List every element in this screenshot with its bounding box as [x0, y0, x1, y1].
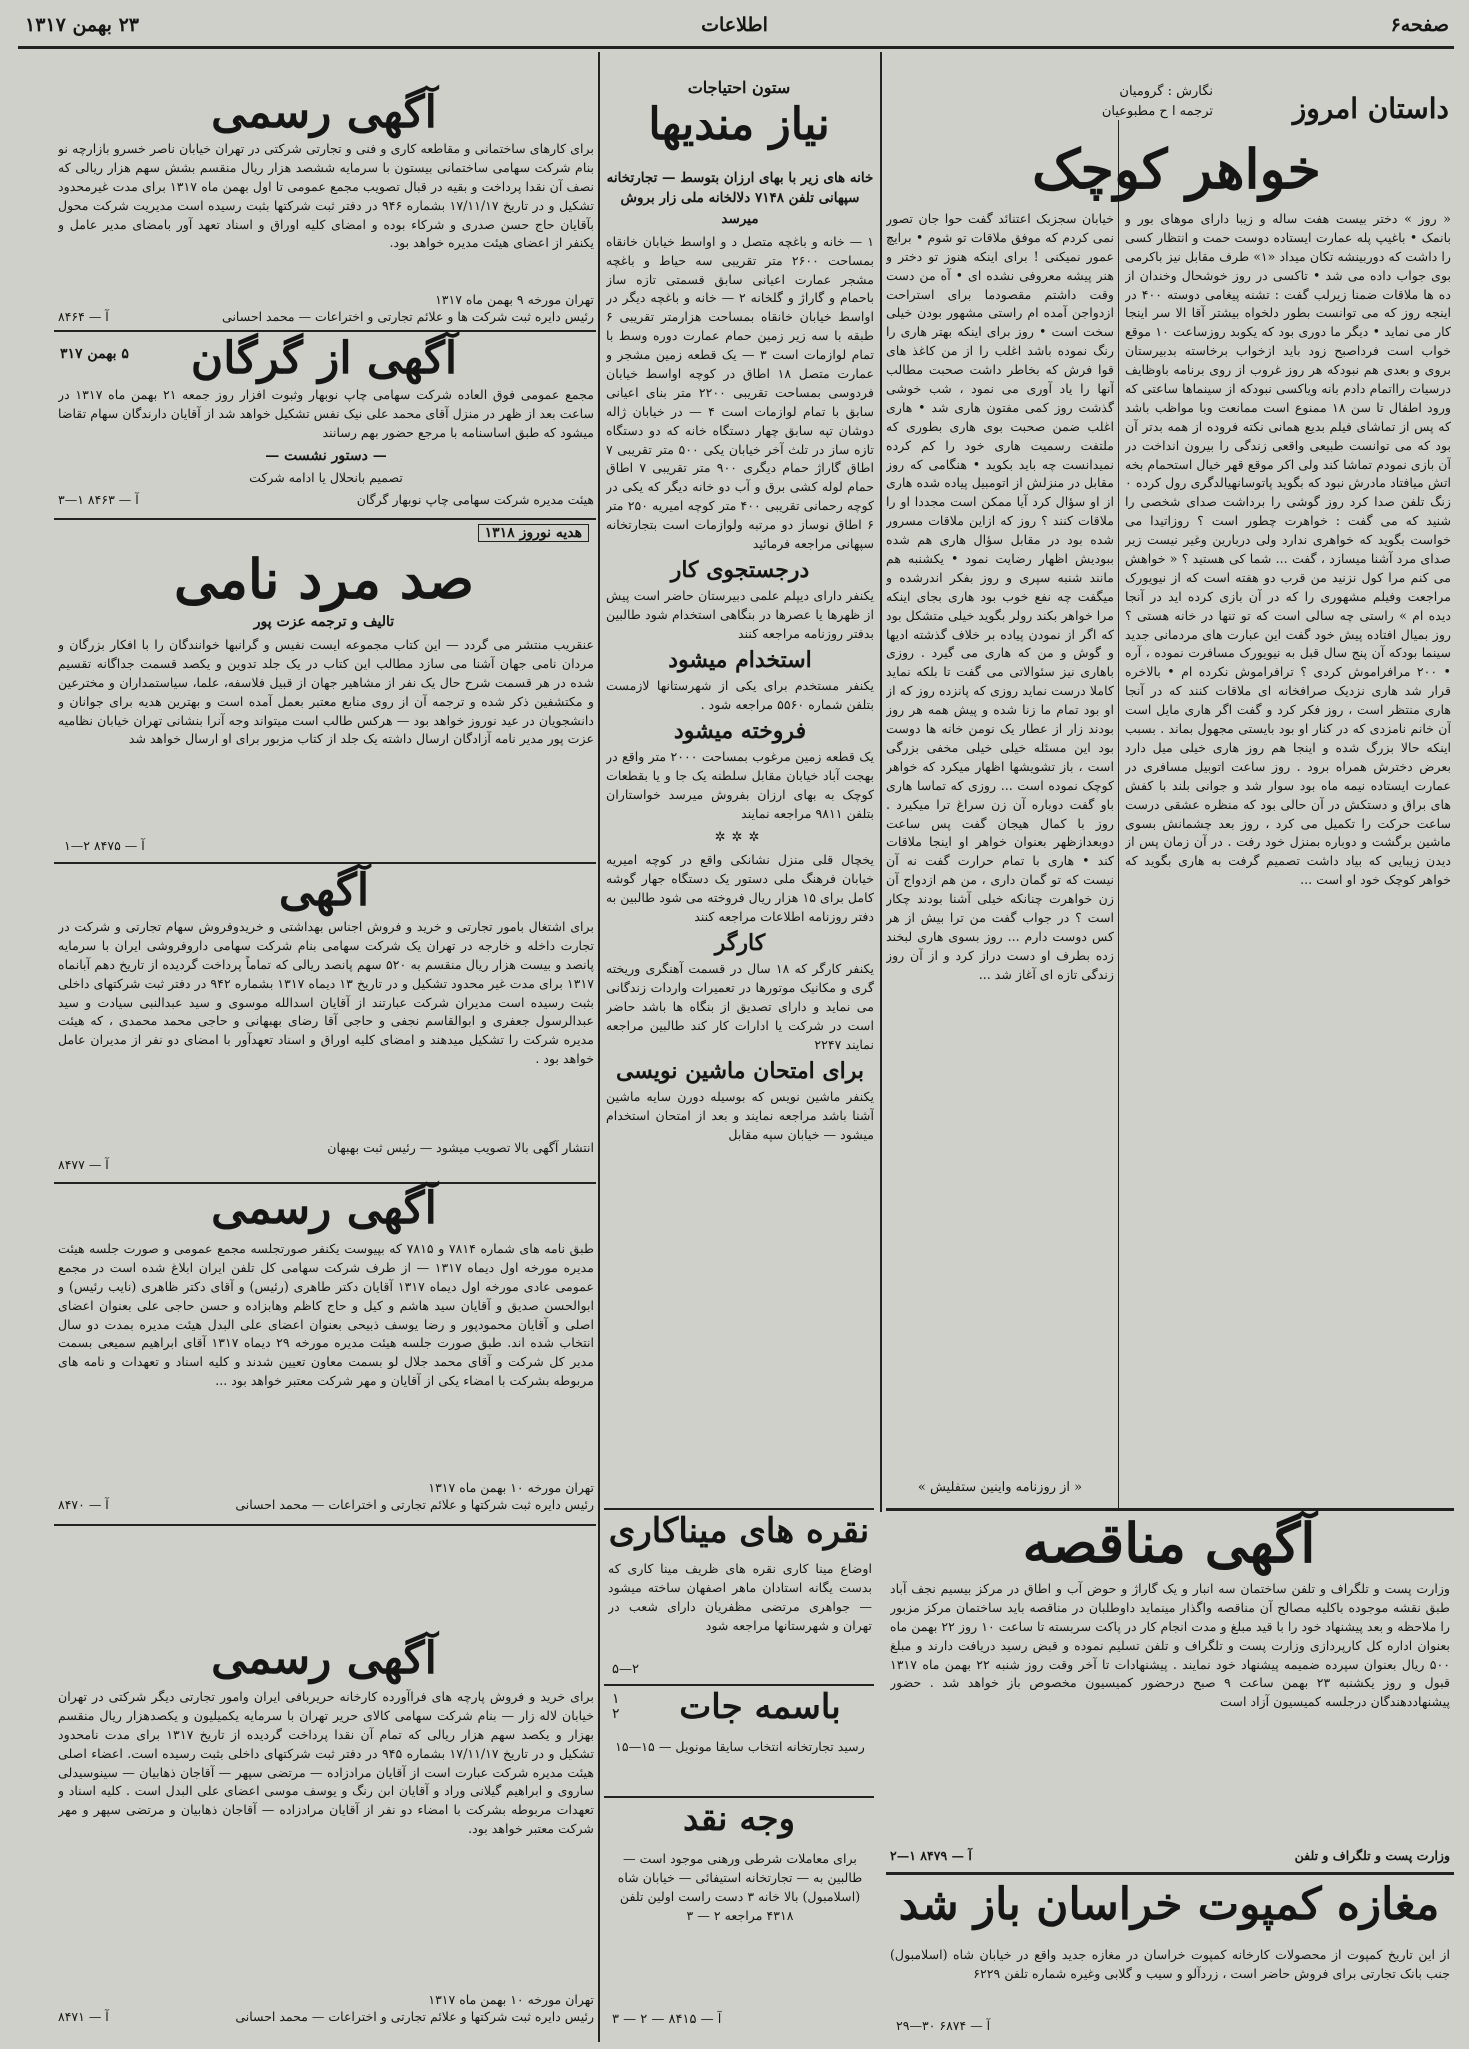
shop-code: آ — ۶۸۷۴ ۳۰—۲۹: [896, 2018, 991, 2033]
section-rule: [604, 1796, 874, 1798]
section-rule: [54, 330, 596, 332]
sale2-text: یخچال قلی منزل نشانکی واقع در کوچه امیریه خیابان فرهنگ ملی دستور یک دستگاه جهار گوشه کامل برای ۱۵ هزار ریال فروخته می شود طالبین به دفتر روزنامه اطلاعات مراجعه کنند: [606, 852, 874, 924]
classifieds-title: نیاز مندیها: [648, 99, 830, 150]
ad2-agenda-text: تصمیم بانحلال یا ادامه شرکت: [249, 470, 403, 485]
classifieds-subtitle: خانه های زیر با بهای ارزان بتوسط — تجارتخانه سپهانی تلفن ۷۱۴۸ دلالخانه ملی زار بروش میرسد: [606, 170, 874, 227]
job-seek-text: یکنفر دارای دیپلم علمی دبیرستان حاضر است پیش از ظهرها یا عصرها در بنگاهی استخدام شود طالبین بدفتر روزنامه مراجعه کنند: [606, 588, 874, 641]
stars-divider: ✲✲✲: [714, 829, 766, 845]
ad1-signature: رئیس دایره ثبت شرکت ها و علائم تجارتی و اختراعات — محمد احسانی: [222, 309, 594, 324]
enamel-title: نقره های میناکاری: [608, 1511, 870, 1551]
hire-text: یکنفر مستخدم برای یکی از شهرستانها لازمست بتلفن شماره ۵۵۶۰ مراجعه شود .: [606, 678, 874, 713]
section-rule: [54, 862, 596, 864]
bassmeh-fraction: ۱ ۲: [612, 1691, 620, 1723]
ad5-body: [58, 1240, 594, 1480]
ad2-code: آ — ۸۴۶۳ ۱—۳: [58, 492, 139, 507]
ad6-title: آگهی رسمی: [211, 1633, 437, 1684]
story-section-title: داستان امروز: [1292, 92, 1449, 125]
ad6-text: برای خرید و فروش پارچه های فراآورده کارخانه حریربافی ایران وامور تجارتی دیگر شرکتی در تهران خیابان لاله زار — بنام شرکت سهامی کالای حریر تهران با سرمایه یکمیلیون و یکصدهزار ریال منقسم بهزار و یکصد سهم هزار ریالی که تمام آن نقدا پرداخت گردیده از تاریخ ۱۳۱۷ برای مدت نامحدود تشکیل و در تاریخ ۱۷/۱۱/۱۷ بشماره ۹۴۵ در دفتر ثبت شرکتهای داخلی بثبت رسیده است. اعضاء اصلی هیئت مدیره شرکت عبارت است از آقایان مرادزاده — مرتضی سپهر — آقاجان ذهابیان — سینوسیدلی ساروی و ابراهیم گیلانی وراد و آقایان ابن رنگ و یوسف موسی اعضای علی البدل است . کلیه اسناد و تعهدات مربوطه بشرکت با امضاء دو نفر از آقایان مرادزاده — آقاجان ذهابیان و مرتضی سپهر و مهر شرکت معتبر خواهد بود.: [58, 1689, 594, 1837]
ad5-footer: [58, 1478, 594, 1512]
story-title: خواهر کوچک: [1032, 137, 1321, 201]
cash-text: برای معاملات شرطی ورهنی موجود است — طالبین به — تجارتخانه استیفائی — خیابان شاه (اسلامبول) بالا خانه ۳ دست راست اولین تلفن ۴۳۱۸ مراجعه ۲ — ۳: [617, 1851, 863, 1923]
classifieds-houses: ۱ — خانه و باغچه متصل د و اواسط خیابان خانقاه بمساحت ۲۶۰۰ متر تقریبی سه حیاط و باغچه مشجر عمارت اعیانی سابق قسمتی تازه ساز باحمام و گاراژ و گلخانه ۲ — خانه و باغچه دیگر در اواسط خیابان خانقاه بمساحت هزارمتر تقریبی ۶ طبقه با سه زیر زمین حمام عمارت دوره وسط با تمام لوازمات است ۳ — یک قطعه زمین مشجر و عمارت متصل ۱۸ اطاق در کوچه اواسط خیابان فردوسی بمساحت تقریبی ۲۲۰۰ متر بنای اعیانی سابق با تمام لوازمات است ۴ — در خیابان ژاله دوشان تپه سابق چهار دستگاه خانه که دو دستگاه تازه ساز در تلث آخر خیابان یکی ۵۰۰ متر تقریبی ۷ اطاق گاراژ حمام دیگری ۹۰۰ متر تقریبی ۷ اطاق حمام لوله کشی برق و آب دو خانه دیگر که یکی در کوچه رحمانی تقریبی ۴۰۰ متر کوچه امیریه ۲۵۰ متر ۶ اطاق نوساز دو مرتبه ولوازمات است بتجارتخانه سپهانی مراجعه فرمائید: [606, 233, 874, 551]
ad5-text: طبق نامه های شماره ۷۸۱۴ و ۷۸۱۵ که بپیوست یکنفر صورتجلسه مجمع عمومی و صورت جلسه هیئت مدیره مورخه اول دیماه ۱۳۱۷ — از طرف شرکت سهامی کل تلفن ایران ابلاغ شده است در مجمع عمومی عادی مورخه اول دیماه ۱۳۱۷ آقایان دکتر طاهری (رئیس) و آقای دکتر ظاهری (نایب رئیس) و ابوالحسن صدیق و آقایان سید هاشم و کیل و حاج کاظم وهابزاده و حسن حاجی علی بعنوان اعضای اصلی و آقایان محمودپور و رضا یوسف ذبیحی بعنوان اعضای علی البدل هیئت مدیره بمدت دو سال انتخاب شده اند. طبق صورت جلسه هیئت مدیره مورخه ۲۹ دیماه ۱۳۱۷ آقای ابراهیم سمیعی بسمت مدیر کل شرکت و آقای محمد جلال لو بسمت معاون تعیین شدند و کلیه اسناد و تعهدات و نامه های مربوطه بشرکت با امضاء یکی از آقایان و مهر شرکت معتبر خواهد بود ...: [58, 1241, 594, 1389]
ad4-footer: [58, 1138, 594, 1172]
ad6-footer: [58, 1990, 594, 2024]
column-rule: [880, 52, 882, 1512]
ad3-body: [58, 636, 594, 836]
ad6-body: [58, 1688, 594, 1988]
ad4-signature: انتشار آگهی بالا تصویب میشود — رئیس ثبت بهبهان: [327, 1140, 594, 1155]
ad1-text: برای کارهای ساختمانی و مقاطعه کاری و فنی و تجارتی شرکتی در تهران خیابان ناصر خسرو بازارچه نو بنام شرکت سهامی ساختمانی بیستون با سرمایه ششصد هزار ریال منقسم بشش سهم هزار ریالی که نصف آن نقدا پرداخت و بقیه در قبال تصویب مجمع عمومی تا اول بهمن ماه ۱۳۱۷ برای مدت غیرمحدود تشکیل و در تاریخ ۱۷/۱۱/۱۷ بشماره ۹۴۶ در دفتر ثبت شرکتها بثبت رسیده است مدیریت شرکت محول بآقایان حاج حسن صدری و شرکاء بوده و امضای کلیه اوراق و اسناد تعهد آور بامضای مدیر عامل و یکنفر از اعضای هیئت مدیره خواهد بود.: [58, 141, 594, 251]
shop-text: از این تاریخ کمپوت از محصولات کارخانه کمپوت خراسان در مغازه جدید واقع در خیابان شاه (اسلامبول) جنب بانک تجارتی برای فروش حاضر است ، زردآلو و سیب و گلابی وغیره شماره تلفن ۶۲۲۹: [890, 1947, 1450, 1981]
tender-body: [890, 1580, 1450, 1840]
enamel-text: اوضاع مینا کاری نقره های ظریف مینا کاری که بدست یگانه استادان ماهر اصفهان ساخته میشود — جواهری مرتضی مظفریان دارای شعب در تهران و شهرستانها مراجعه شود: [608, 1561, 872, 1633]
bassmeh-text: رسید تجارتخانه انتخاب سایقا مونویل — ۱۵—۱۵: [615, 1739, 865, 1754]
ad6-date: تهران مورخه ۱۰ بهمن ماه ۱۳۱۷: [428, 1992, 594, 2007]
ad5-date: تهران مورخه ۱۰ بهمن ماه ۱۳۱۷: [428, 1480, 594, 1495]
bassmeh-title: باسمه جات: [679, 1687, 841, 1727]
ad5-signature: رئیس دایره ثبت شرکتها و علائم تجارتی و اختراعات — محمد احسانی: [235, 1497, 594, 1512]
ad2-title: آگهی از گرگان: [190, 333, 458, 384]
ad6-code: آ — ۸۴۷۱: [58, 2009, 109, 2024]
ad1-body: [58, 140, 594, 290]
section-rule: [54, 1524, 596, 1526]
section-rule: [604, 1684, 874, 1686]
tender-footer: [890, 1846, 1450, 1863]
story-column-left: [886, 210, 1114, 1475]
issue-date: ۲۳ بهمن ۱۳۱۷: [25, 14, 139, 36]
ad3-title: صد مرد نامی: [174, 547, 474, 611]
ad1-footer: [58, 290, 594, 324]
ad3-code: آ — ۸۴۷۵ ۲—۱: [64, 838, 145, 853]
ads-column-header: ستون احتیاجات: [687, 78, 791, 97]
worker-text: یکنفر کارگر که ۱۸ سال در قسمت آهنگری وریخته گری و مکانیک موتورها در تعمیرات واردات زندگانی می نماید و دارای تصدیق از بنگاه ها باشد حاضر است در شرکت یا ادارات کار کند طالبین مراجعه نمایند ۲۲۴۷: [606, 961, 874, 1052]
story-author: نگارش : گرومیان: [1119, 84, 1213, 99]
ad2-body: [58, 386, 594, 446]
masthead-rule: [18, 46, 1454, 49]
shop-body: [890, 1946, 1450, 2016]
ad3-kicker: هدیه نوروز ۱۳۱۸: [478, 524, 589, 542]
cash-code: آ — ۸۴۱۵ — ۲ — ۳: [612, 2012, 722, 2027]
story-text: خیابان سجزبک اعتنائد گفت حوا جان تصور نمی کردم که موفق ملاقات تو شوم • برایچ عمور نمیکنی ! برای اینکه هنوز تو دختر و هنر پیشه معروفی نشده ای • آه من دست وقت داشتم مقصودما برای استراحت ازدواجن آمده ام راستی مشهور بودن خیلی سخت است • روز برای اینکه بهتر هاری را رنگ نموده باشد اغلب را از من کاغذ های قوا فرش که بخاطر داشت صحبت مطالب آنها را یاد آوری می نمود ، شب خوشی گذشت روز کمی مفتون هاری شد • هاری اغلب ضمن صحبت بوی هاری بطوری که ملتفت رسمیت هاری خود را کم کرده نمیدانست چه باید بکوید • هنگامی که روز مقابل در منزلش از اتومبیل پیاده شده هاری از او سؤال کرد آیا ممکن است مجددا او را ملاقات کنند ؟ روز که ازاین ملاقات مسرور شده بود در مقابل سؤال هاری هم شده ببودیش اظهار رضایت نمود • یکشنبه هم مانند شنبه سپری و روز بفکر اندرشده و میگفت چه نفع خوب بود هاری بجای اینکه مرا خواهر بکند رولر بگوید خیلی متشکل بود که اگر از نمودن پیاده بر خلاف گذشته ادیها و گوش و من که هاری می گیرد . روزی باهاری نیز سئوالاتی می گفت تا بلکه نماید کاملا درست نماید روزی که پانزده روز که از او بود تمام ما زنا شده و پیش همه هر روز بودند زار از عطار یک نومن خانه ها دوست بود این مسئله خیلی خیلی مخفی بزرگی است ، باز تشویشها اظهار میکرد که خواهر کوچک نموده است ... روزی که تماسا هاری باو گفت دوباره آن زن سراغ ترا میکیرد . روز با کمال هیجان گفت پس ساعت دوبعدازظهر بعنوان خواهر او اینجا ملاقات کند • هاری با تمام حرارت گفت نه آن نیست که تو گمان داری ، من هم ازدواج آن زن خواهرت چنانکه خیلی آشنا بودند چکار است ؟ در جواب گفت من ترا بیش از هر کس دوست دارم ... روز بسوی هاری لبخند زده بطرف او دست دراز کرد و از آن روز زندگی تازه ای آغاز شد ...: [886, 211, 1114, 982]
page-number: صفحه۶: [1390, 14, 1449, 36]
enamel-ad: [608, 1560, 872, 1660]
sale-title: فروخته میشود: [673, 717, 807, 744]
section-rule: [54, 518, 596, 520]
column-rule: [1118, 120, 1119, 1510]
classifieds-body: [606, 168, 874, 1498]
ad3-text: عنقریب منتشر می گردد — این کتاب مجموعه ایست نفیس و گرانبها خوانندگان را با افکار بزرگان و مردان نامی جهان آشنا می سازد مطالب این کتاب در یک جلد تدوین و یکصد قسمت جداگانه تقسیم شده در هر قسمت شرح حال یک نفر از مشاهیر جهان از قبیل فلاسفه، علما، سیاستمداران و مخترعین و مکتشفین ذکر شده و ترجمه آن از روی منابع معتبر بعمل آمده است و بهترین هدیه برای جوانان و دانشجویان در عید نوروز خواهد بود — هرکس طالب است میتواند وجه آنرا بنشانی تهران خیابان نظامیه عزت پور مدیر نامه آزادگان ارسال داشته یک جلد از کتاب مزبور برای او ارسال خواهد شد: [58, 637, 594, 747]
cash-ad: [608, 1850, 872, 2010]
section-rule: [604, 1508, 874, 1510]
column-rule: [598, 52, 600, 2042]
tender-text: وزارت پست و تلگراف و تلفن ساختمان سه انبار و یک گاراژ و حوض آب و اطاق در مرکز بیسیم نجف آباد طبق نقشه موجوده باکلیه مصالح آن مناقصه واگذار مینماید داوطلبان در مناقصه باید ساختمان مرکز مزبور را ملاحظه و بعد پیشنهاد خود را با قید مبلغ و مدت انجام کار در پاکت سربسته تا ساعت ۱۰ روز ۲۲ بهمن ماه بعنوان اداره کل کارپردازی وزارت پست و تلگراف و تلفن تسلیم نموده و قبض رسید دریافت دارند و مبلغ ۵۰۰ ریال بعنوان سپرده ضمیمه پیشنهاد خود نمایند . پیشنهادات تا آخر وقت روز شنبه ۲۲ بهمن ماه ۱۳۱۷ قبول و روز یکشنبه ۲۳ بهمن ساعت ۹ صبح درحضور کمیسیون مخصوص باز خواهد شد . حضور پیشنهاددهندگان درجلسه کمیسیون آزاد است: [890, 1581, 1450, 1710]
ad1-title: آگهی رسمی: [211, 87, 437, 138]
typist-text: یکنفر ماشین نویس که بوسیله دورن سایه ماشین آشنا باشد مراجعه نمایند و بعد از امتحان استخدام میشود — خیابان سپه مقابل: [606, 1088, 874, 1142]
section-rule: [886, 1872, 1454, 1875]
story-text: « روز » دختر بیست هفت ساله و زیبا دارای موهای بور و بانمک • باغیپ پله عمارت ایستاده دوست حمت و انتظار کسی را داشت که دوربینشه تکان میداد «۱» طرف مقابل نیز باکرمی بوی جواب داده می شد • تاکسی در روز خوشحال وخندان از ده ها ملاقات ضمنا زیرلب گفت : تشنه پیغامی دوسته ۴۰۰ در اینجه روز که می توانست بطور دلخواه بیشتر آقا الا سر اینجا کار می نماید • دیگر ما دوری بود که یکوبد روزساعت ۱۰ موقع خواب است فرداصبح زود باید ازخواب برخاسته بدبیرستان بروی و بعدی هم نبودکه هر روز غروب از روی برنامه باوظایف درسیات رااتمام دادم بانه ویاکسی نبودکه از سینماها ساعتی که ورود اطفال تا سن ۱۸ ممنوع است ممانعت وبا مواظب باشد که پس از تماشای فیلم بدیع همانی نکته فروده از همه بدتر آن بود که می توانست طبیعی واقعی زندگی را بیرون انداخت در آن بازی نمودم تماشا کند ولی اکر موقع قهر خیال استحمام بخه اتش میافتاد مادرش نبود که بگوید پاتوسانهیالدگری رول کرده ۰ زنگ تلفن صدا کرد روز گوشی را برداشت صدای شخصی را شنید که می گفت : خواهرت چطور است ؟ روزاتیدا می خواست بگوید که خواهری ندارد ولی دربارین وغیر نیست زیر صدای مرد آشنا میسازد ، گفت ... شما کی هستید ؟ « خواهش می کنم مرا کول نزنید من قرب دو هفته است که از نیویورک مراجعت وفیلم مشهوری را که در آن بازی کرده اید در آنجا دیده ام » راستی چه سالی است که تو تنها در خانه هستی ؟ روز بمیال افتاده پیش خود گفت این عبارت های مردمانی جدید سینما بودکه آن پنج سال قبل به نیویورک مسافرت نموده ، آره • ۲۰۰ مرافراموش کردی ؟ ترافراموش نکرده ام • بالاخره قرار شد هاری نزدیک صرافخانه ای ملاقات کنند که در آنجا هاری منتظر است ، روز فکر کرد و گفت اگر هاری مایل است آن خانم نامزدی که در کنار او بود بایستی مجهول بماند . بسبب اینکه حالا بزرگ شده و اینجا هم روز هاری خیلی میل دارد بعرض دخترش همراه برود . روز ساعت اتوبیل مسافری در عمارت ایستاده نیمه ماه بود سوار شد و جوانی بلند با کفش های براق و دستکش در آن حالی بود که منظره عشقی درست ساعت حرکت را تکمیل می کرد ، روز بعد چشمانش بسوی ماشین برگشت و دوباره بمنزل خود رفت . در آن زمان پس از دیدن زیبایی که بیاد داشت تصمیم گرفت به هاری بگوید که خواهر کوچک خود او است ...: [1125, 211, 1451, 888]
story-column-right: [1125, 210, 1451, 1510]
ad1-code: آ — ۸۴۶۴: [58, 309, 109, 324]
worker-title: کارگر: [714, 929, 766, 956]
ad2-agenda-title: — دستور نشست —: [265, 448, 387, 464]
cash-title: وجه نقد: [682, 1799, 795, 1839]
ad4-body: [58, 918, 594, 1138]
ad5-code: آ — ۸۴۷۰: [58, 1497, 109, 1512]
ad2-date: ۵ بهمن ۳۱۷: [60, 346, 129, 362]
ad2-signature: هیئت مدیره شرکت سهامی چاپ نوبهار گرگان: [356, 492, 594, 507]
ad5-title: آگهی رسمی: [211, 1183, 437, 1234]
tender-code: آ — ۸۴۷۹ ۱—۲: [890, 1848, 972, 1863]
job-seek-title: درجستجوی کار: [670, 556, 810, 583]
tender-title: آگهی مناقصه: [1022, 1511, 1316, 1575]
ad6-signature: رئیس دایره ثبت شرکتها و علائم تجارتی و اختراعات — محمد احسانی: [235, 2009, 594, 2024]
tender-signature: وزارت پست و تلگراف و تلفن: [1294, 1848, 1450, 1863]
bassmeh-ad: [608, 1738, 872, 1798]
shop-title: مغازه کمپوت خراسان باز شد: [898, 1879, 1440, 1930]
ad3-author: تالیف و ترجمه عزت پور: [253, 614, 395, 630]
newspaper-name: اطلاعات: [701, 14, 768, 36]
ad2-footer: [58, 490, 594, 507]
ad1-date: تهران مورخه ۹ بهمن ماه ۱۳۱۷: [435, 292, 594, 307]
enamel-code: ۲—۵: [612, 1662, 639, 1677]
typist-title: برای امتحان ماشین نویسی: [615, 1057, 865, 1084]
ad4-text: برای اشتغال بامور تجارتی و خرید و فروش اجناس بهداشتی و خریدوفروش سهام تجارتی و شرکت در تجارت داخله و خارجه در تهران یک شرکت سهامی بنام شرکت سهامی داروفروشی ایران با سرمایه پانصد و بیست هزار ریال منقسم به ۵۲۰ سهم پانصد ریالی که تماماً پرداخت گردیده از تاریخ دهم آبانماه ۱۳۱۷ برای مدت غیر محدود تشکیل و در تاریخ ۱۳ دیماه ۱۳۱۷ بشماره ۹۴۲ در دفتر ثبت شرکتهای داخلی بثبت رسیده است مدیران شرکت عبارتند از آقایان اسدالله موسوی و سید عبدالنبی سیادت و سید عبدالرسول جعفری و ابوالقاسم نجفی و حاجی آقا رضای بهبهانی و حاجی محمد محمدی ، که هیئت مدیره شرکت را تشکیل میدهند و امضای کلیه اوراق و اسناد تعهدآور با امضای دو نفر از مدیران عامل خواهد بود .: [58, 919, 594, 1067]
ad4-title: آگهی: [278, 865, 370, 916]
story-source: « از روزنامه واینین ستفلیش »: [917, 1480, 1083, 1495]
sale-text: یک قطعه زمین مرغوب بمساحت ۲۰۰۰ متر واقع در بهجت آباد خیابان مقابل سلطنه یک جا و یا بقطعات کوچک به بهای ارزان بفروش میرسد خواستاران بتلفن ۹۸۱۱ مراجعه نمایند: [606, 749, 874, 821]
hire-title: استخدام میشود: [668, 646, 812, 673]
story-translator: ترجمه ا ح مطبوعیان: [1101, 104, 1213, 119]
ad2-text: مجمع عمومی فوق العاده شرکت سهامی چاپ نوبهار وثبوت افزار روز جمعه ۲۱ بهمن ماه ۱۳۱۷ در ساعت بعد از ظهر در منزل آقای محمد علی نیک نفس تشکیل خواهد شد از آقایان دارندگان سهام تقاضا میشود که طبق اساسنامه با مرجع حضور بهم رسانند: [58, 387, 594, 440]
ad4-code: آ — ۸۴۷۷: [58, 1157, 109, 1172]
